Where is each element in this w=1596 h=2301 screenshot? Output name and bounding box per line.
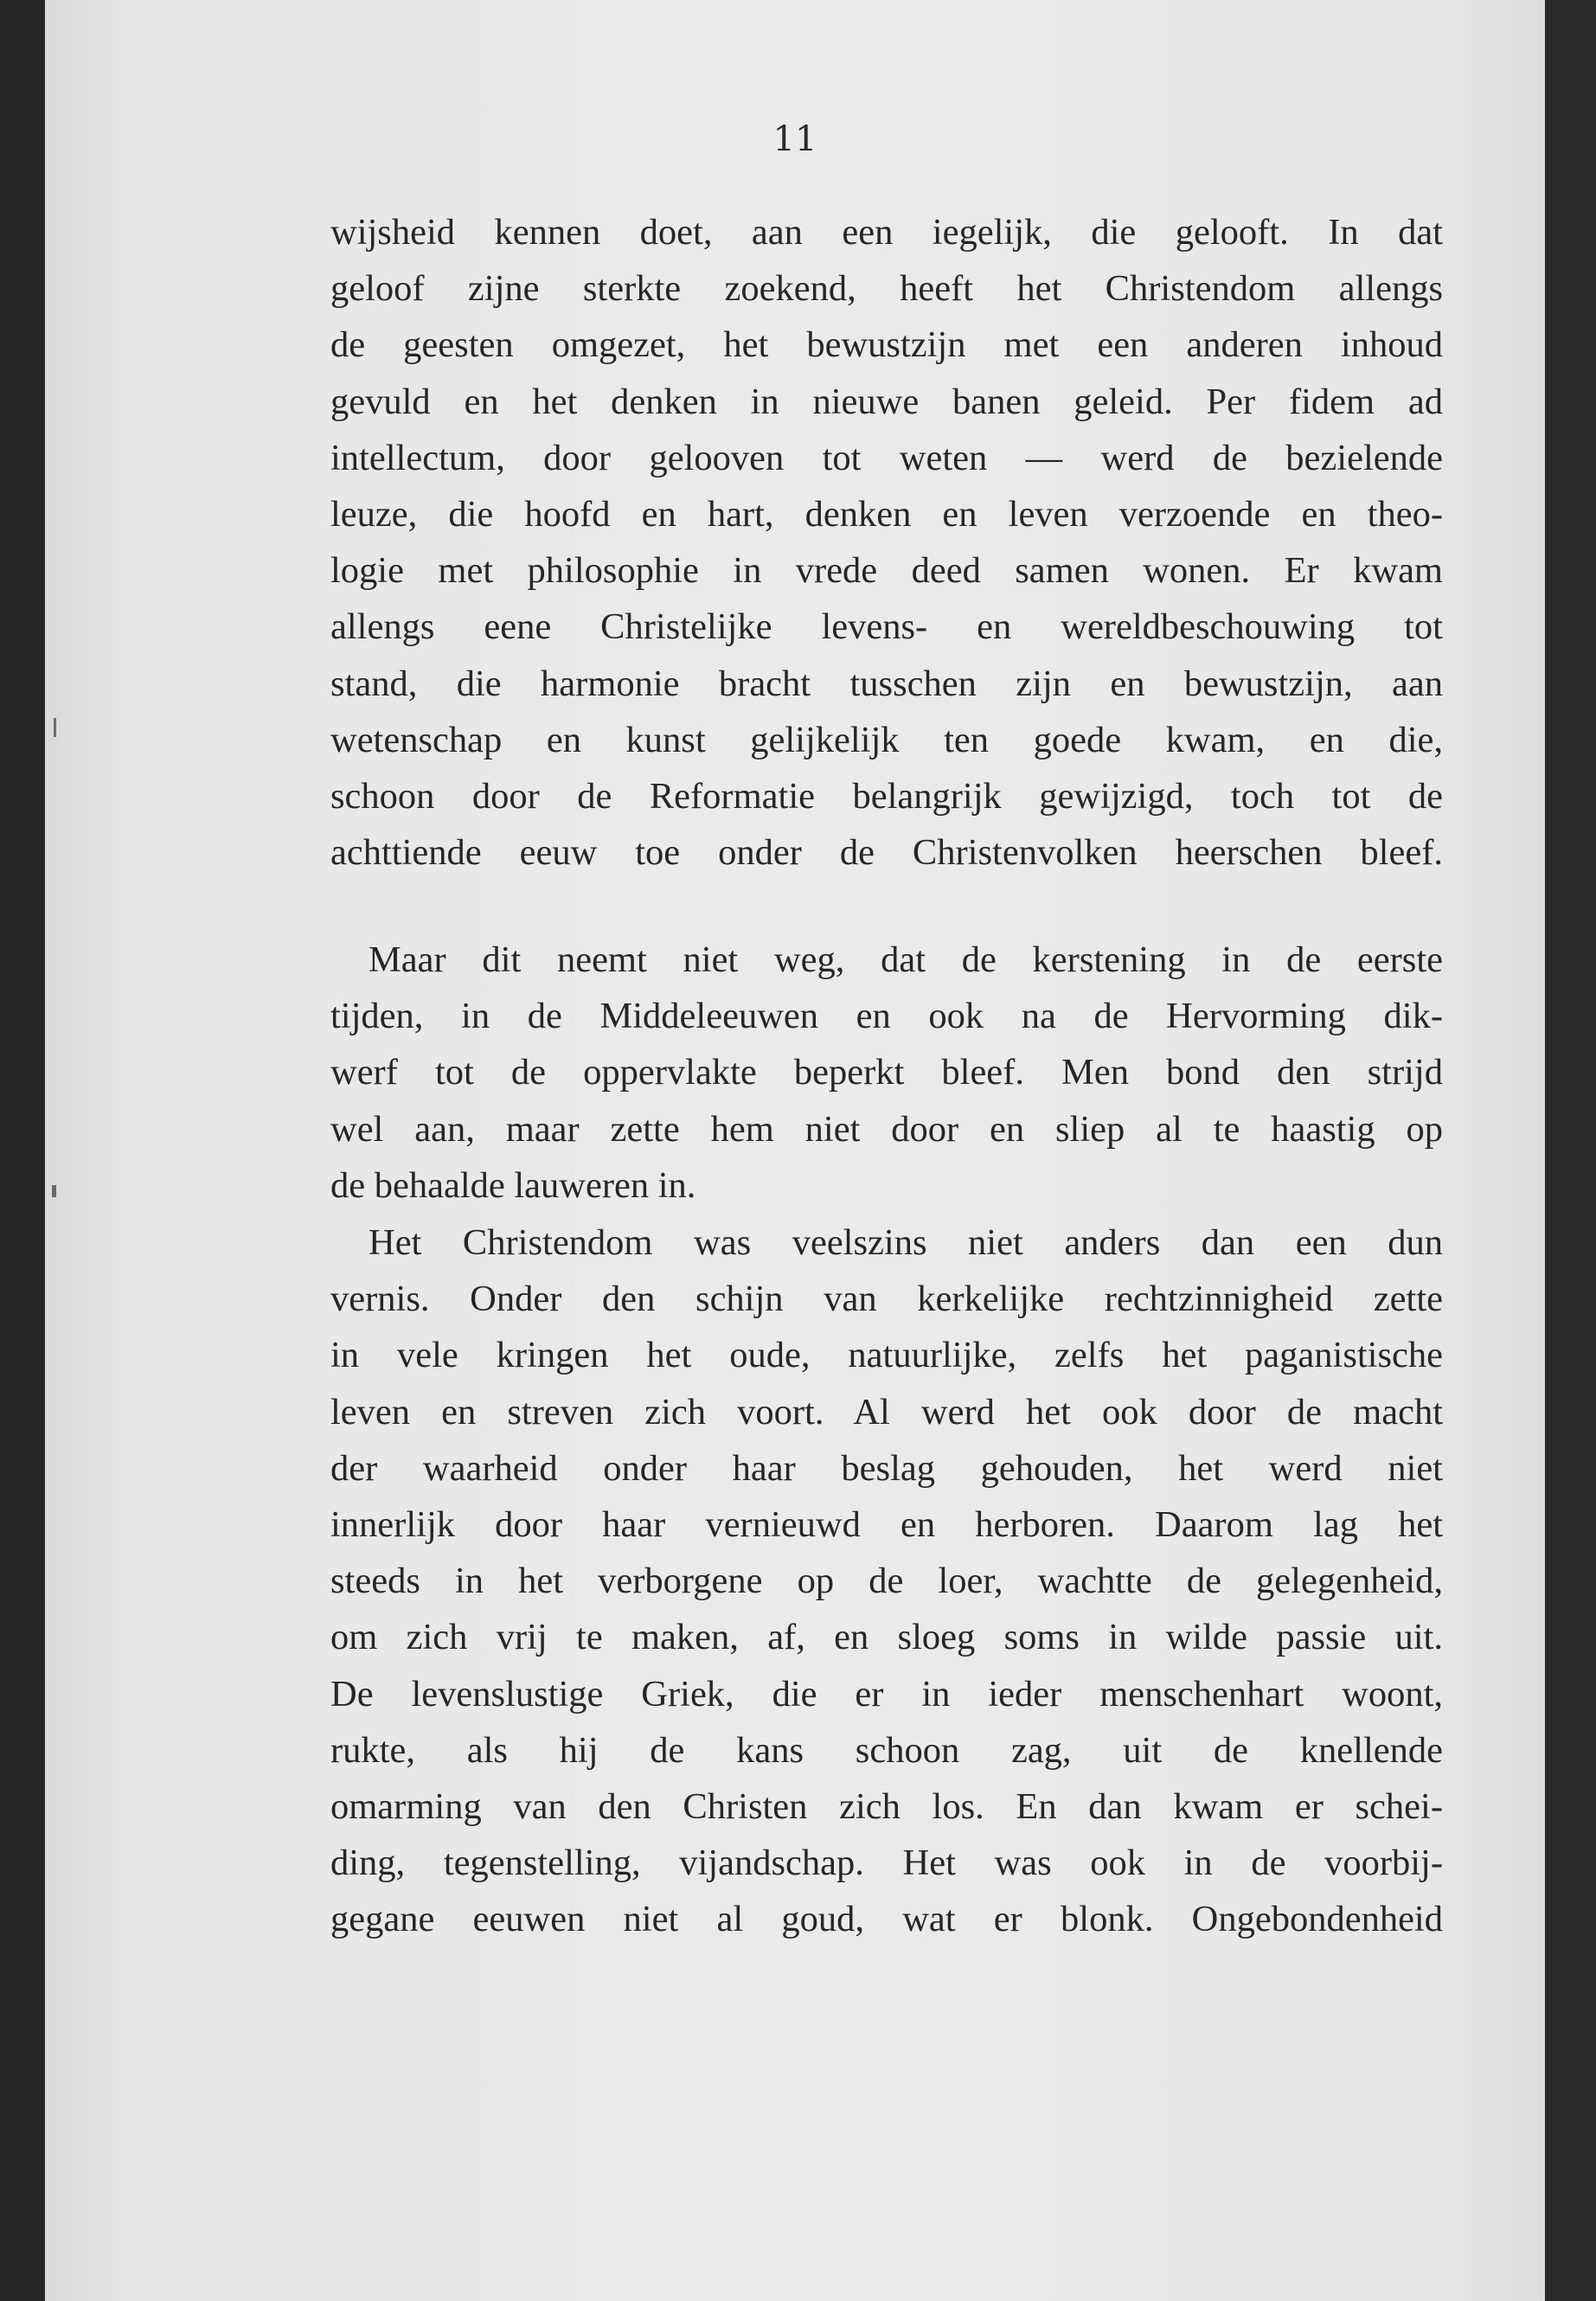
paragraph [330,1215,1443,1947]
text-line: gegane eeuwen niet al goud, wat er blonk. Ongebondenheid [330,1899,1443,1940]
text-line: de geesten omgezet, het bewustzijn met een anderen inhoud [330,324,1443,366]
text-line: gevuld en het denken in nieuwe banen geleid. Per fidem ad [330,381,1443,422]
text-line: omarming van den Christen zich los. En dan kwam er schei- [330,1785,1443,1827]
text-line: De levenslustige Griek, die er in ieder menschenhart woont, [330,1673,1443,1715]
text-line: leven en streven zich voort. Al werd het ook door de macht [330,1391,1443,1433]
paragraph [330,204,1443,881]
text-line: leuze, die hoofd en hart, denken en leven verzoende en theo- [330,493,1443,535]
book-page [45,0,1545,2301]
page-number: 11 [772,119,817,159]
paragraph [330,932,1443,1214]
text-line: allengs eene Christelijke levens- en wereldbeschouwing tot [330,606,1443,648]
scan-speck [54,718,56,737]
text-line: achttiende eeuw toe onder de Christenvolken heerschen bleef. [330,832,1443,874]
text-line: de behaalde lauweren in. [330,1164,696,1206]
text-line: in vele kringen het oude, natuurlijke, zelfs het paganistische [330,1335,1443,1376]
text-line: innerlijk door haar vernieuwd en herboren. Daarom lag het [330,1503,1443,1545]
text-line: tijden, in de Middeleeuwen en ook na de Hervorming dik- [330,996,1443,1037]
scan-speck [52,1185,56,1197]
scan-border-right [1545,0,1596,2301]
text-line: werf tot de oppervlakte beperkt bleef. Men bond den strijd [330,1052,1443,1093]
text-line: ding, tegenstelling, vijandschap. Het was ook in de voorbij- [330,1843,1443,1884]
text-line: wijsheid kennen doet, aan een iegelijk, die gelooft. In dat [330,212,1443,253]
text-line: logie met philosophie in vrede deed samen wonen. Er kwam [330,550,1443,592]
text-line: intellectum, door gelooven tot weten — werd de bezielende [330,437,1443,478]
text-line: vernis. Onder den schijn van kerkelijke rechtzinnigheid zette [330,1279,1443,1320]
text-line: Het Christendom was veelszins niet anders dan een dun [369,1222,1443,1263]
text-line: stand, die harmonie bracht tusschen zijn en bewustzijn, aan [330,663,1443,704]
text-line: schoon door de Reformatie belangrijk gewijzigd, toch tot de [330,775,1443,817]
text-line: wel aan, maar zette hem niet door en sliep al te haastig op [330,1108,1443,1150]
text-line: wetenschap en kunst gelijkelijk ten goede kwam, en die, [330,719,1443,760]
text-line: der waarheid onder haar beslag gehouden, het werd niet [330,1447,1443,1489]
text-line: rukte, als hij de kans schoon zag, uit de knellende [330,1729,1443,1771]
text-line: steeds in het verborgene op de loer, wachtte de gelegenheid, [330,1561,1443,1602]
text-line: geloof zijne sterkte zoekend, heeft het Christendom allengs [330,268,1443,310]
text-line: om zich vrij te maken, af, en sloeg soms in wilde passie uit. [330,1617,1443,1658]
text-line: Maar dit neemt niet weg, dat de kerstening in de eerste [369,939,1443,980]
scan-border-left [0,0,45,2301]
